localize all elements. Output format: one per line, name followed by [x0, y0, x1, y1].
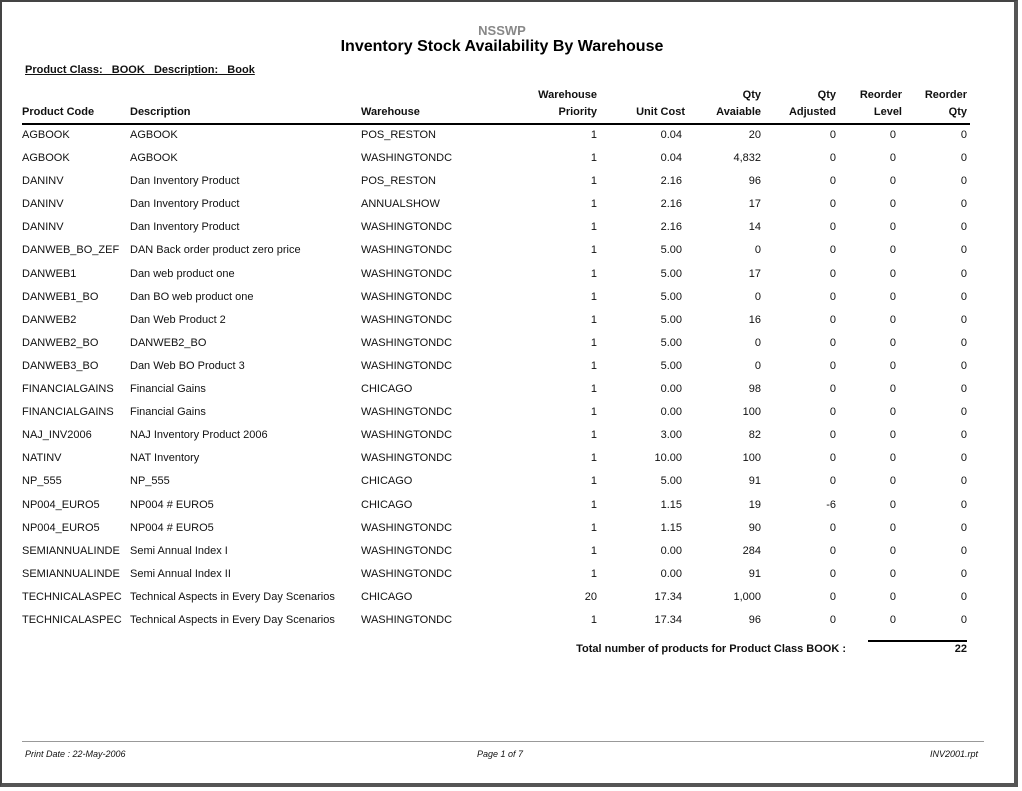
header-warehouse-priority [517, 87, 597, 121]
total-value: 22 [954, 643, 967, 655]
product-code-cell: DANWEB2 [22, 313, 77, 326]
header-reorder-level [840, 87, 902, 121]
reorder-qty-cell: 0 [960, 475, 967, 488]
reorder-qty-cell: 0 [960, 452, 967, 465]
header-qty-available-line1: Qty [742, 89, 761, 101]
table-row [0, 313, 1004, 336]
qty-adjusted-cell: 0 [829, 383, 836, 396]
unit-cost-cell: 0.00 [660, 383, 682, 396]
warehouse-cell: POS_RESTON [361, 175, 436, 188]
unit-cost-cell: 17.34 [654, 613, 682, 626]
unit-cost-cell: 2.16 [660, 221, 682, 234]
qty-available-cell: 0 [754, 359, 761, 372]
warehouse-priority-cell: 1 [590, 290, 597, 303]
qty-available-cell: 91 [748, 567, 761, 580]
qty-adjusted-cell: 0 [829, 475, 836, 488]
reorder-level-cell: 0 [889, 313, 896, 326]
description-cell: Dan web product one [130, 267, 235, 280]
reorder-level-cell: 0 [889, 590, 896, 603]
reorder-level-cell: 0 [889, 129, 896, 141]
unit-cost-cell: 1.15 [660, 498, 682, 511]
table-row [0, 405, 1004, 428]
warehouse-priority-cell: 1 [590, 475, 597, 488]
warehouse-priority-cell: 1 [590, 567, 597, 580]
product-code-cell: DANWEB1_BO [22, 290, 99, 303]
warehouse-cell: WASHINGTONDC [361, 521, 453, 534]
description-cell: AGBOOK [130, 152, 178, 165]
warehouse-cell: WASHINGTONDC [361, 544, 453, 557]
product-code-cell: DANWEB1 [22, 267, 77, 280]
description-cell: Semi Annual Index II [130, 567, 231, 580]
unit-cost-cell: 0.00 [660, 567, 682, 580]
reorder-qty-cell: 0 [960, 175, 967, 188]
qty-adjusted-cell: 0 [829, 590, 836, 603]
table-row [0, 544, 1004, 567]
warehouse-priority-cell: 1 [590, 152, 597, 165]
warehouse-cell: POS_RESTON [361, 129, 436, 141]
reorder-level-cell: 0 [889, 359, 896, 372]
table-row [0, 498, 1004, 521]
reorder-level-cell: 0 [889, 267, 896, 280]
warehouse-cell: WASHINGTONDC [361, 267, 453, 280]
description-cell: Dan Web BO Product 3 [130, 359, 245, 372]
reorder-qty-cell: 0 [960, 198, 967, 211]
reorder-qty-cell: 0 [960, 613, 967, 626]
header-unit-cost: Unit Cost [636, 106, 685, 118]
warehouse-priority-cell: 1 [590, 221, 597, 234]
qty-adjusted-cell: 0 [829, 175, 836, 188]
product-code-cell: TECHNICALASPEC [22, 590, 122, 603]
reorder-level-cell: 0 [889, 406, 896, 419]
warehouse-cell: WASHINGTONDC [361, 359, 453, 372]
product-code-cell: NATINV [22, 452, 62, 465]
qty-adjusted-cell: 0 [829, 336, 836, 349]
warehouse-cell: WASHINGTONDC [361, 567, 453, 580]
reorder-qty-cell: 0 [960, 336, 967, 349]
warehouse-priority-cell: 1 [590, 175, 597, 188]
description-cell: NAT Inventory [130, 452, 200, 465]
product-code-cell: NAJ_INV2006 [22, 429, 92, 442]
warehouse-cell: ANNUALSHOW [361, 198, 440, 211]
reorder-level-cell: 0 [889, 452, 896, 465]
unit-cost-cell: 1.15 [660, 521, 682, 534]
unit-cost-cell: 2.16 [660, 198, 682, 211]
description-cell: NP004 # EURO5 [130, 498, 214, 511]
header-reorder-level-line2: Level [873, 106, 902, 118]
reorder-level-cell: 0 [889, 244, 896, 257]
reorder-level-cell: 0 [889, 498, 896, 511]
table-row [0, 220, 1004, 243]
table-row [0, 521, 1004, 544]
print-date: Print Date : 22-May-2006 [25, 749, 126, 759]
reorder-qty-cell: 0 [960, 359, 967, 372]
warehouse-cell: WASHINGTONDC [361, 406, 453, 419]
header-qty-available [690, 87, 761, 121]
warehouse-cell: WASHINGTONDC [361, 429, 453, 442]
reorder-qty-cell: 0 [960, 567, 967, 580]
header-reorder-qty [905, 87, 967, 121]
reorder-level-cell: 0 [889, 567, 896, 580]
product-code-cell: AGBOOK [22, 152, 70, 165]
qty-adjusted-cell: -6 [826, 498, 836, 511]
reorder-level-cell: 0 [889, 221, 896, 234]
warehouse-cell: WASHINGTONDC [361, 336, 453, 349]
warehouse-cell: WASHINGTONDC [361, 221, 453, 234]
qty-adjusted-cell: 0 [829, 544, 836, 557]
reorder-level-cell: 0 [889, 383, 896, 396]
unit-cost-cell: 2.16 [660, 175, 682, 188]
description-cell: Dan Inventory Product [130, 175, 240, 188]
product-code-cell: SEMIANNUALINDE [22, 544, 120, 557]
table-row [0, 290, 1004, 313]
warehouse-cell: WASHINGTONDC [361, 290, 453, 303]
qty-available-cell: 96 [748, 613, 761, 626]
company-name: NSSWP [478, 23, 526, 38]
table-row [0, 151, 1004, 174]
qty-adjusted-cell: 0 [829, 567, 836, 580]
qty-available-cell: 82 [748, 429, 761, 442]
qty-adjusted-cell: 0 [829, 267, 836, 280]
unit-cost-cell: 0.00 [660, 544, 682, 557]
table-row [0, 267, 1004, 290]
header-warehouse-priority-line2: Priority [558, 106, 597, 118]
description-cell: Financial Gains [130, 406, 206, 419]
qty-available-cell: 91 [748, 475, 761, 488]
table-row [0, 382, 1004, 405]
header-warehouse: Warehouse [361, 106, 420, 118]
warehouse-priority-cell: 1 [590, 521, 597, 534]
product-code-cell: NP_555 [22, 475, 62, 488]
product-code-cell: DANINV [22, 198, 64, 211]
qty-adjusted-cell: 0 [829, 452, 836, 465]
product-code-cell: AGBOOK [22, 129, 70, 141]
unit-cost-cell: 0.04 [660, 152, 682, 165]
product-code-cell: DANWEB3_BO [22, 359, 99, 372]
warehouse-cell: CHICAGO [361, 498, 413, 511]
qty-adjusted-cell: 0 [829, 129, 836, 141]
reorder-qty-cell: 0 [960, 521, 967, 534]
product-code-cell: NP004_EURO5 [22, 498, 100, 511]
reorder-level-cell: 0 [889, 290, 896, 303]
warehouse-cell: WASHINGTONDC [361, 244, 453, 257]
table-row [0, 474, 1004, 497]
description-cell: AGBOOK [130, 129, 178, 141]
warehouse-priority-cell: 1 [590, 129, 597, 141]
warehouse-priority-cell: 1 [590, 383, 597, 396]
unit-cost-cell: 5.00 [660, 359, 682, 372]
unit-cost-cell: 5.00 [660, 267, 682, 280]
warehouse-priority-cell: 1 [590, 544, 597, 557]
table-row [0, 243, 1004, 266]
warehouse-priority-cell: 1 [590, 244, 597, 257]
reorder-level-cell: 0 [889, 198, 896, 211]
reorder-level-cell: 0 [889, 613, 896, 626]
reorder-qty-cell: 0 [960, 152, 967, 165]
qty-adjusted-cell: 0 [829, 198, 836, 211]
reorder-level-cell: 0 [889, 152, 896, 165]
reorder-level-cell: 0 [889, 175, 896, 188]
reorder-qty-cell: 0 [960, 290, 967, 303]
header-qty-adjusted-line1: Qty [817, 89, 836, 101]
unit-cost-cell: 10.00 [654, 452, 682, 465]
table-row [0, 428, 1004, 451]
description-cell: NP_555 [130, 475, 170, 488]
unit-cost-cell: 17.34 [654, 590, 682, 603]
header-qty-available-line2: Avaiable [716, 106, 761, 118]
reorder-qty-cell: 0 [960, 221, 967, 234]
header-reorder-qty-line1: Reorder [924, 89, 967, 101]
qty-available-cell: 17 [748, 267, 761, 280]
product-code-cell: FINANCIALGAINS [22, 406, 114, 419]
product-code-cell: TECHNICALASPEC [22, 613, 122, 626]
qty-adjusted-cell: 0 [829, 406, 836, 419]
reorder-qty-cell: 0 [960, 590, 967, 603]
description-cell: DAN Back order product zero price [130, 244, 301, 257]
product-code-cell: DANWEB2_BO [22, 336, 99, 349]
product-code-cell: FINANCIALGAINS [22, 383, 114, 396]
header-warehouse-priority-line1: Warehouse [538, 89, 597, 101]
reorder-qty-cell: 0 [960, 498, 967, 511]
table-row [0, 174, 1004, 197]
unit-cost-cell: 3.00 [660, 429, 682, 442]
qty-adjusted-cell: 0 [829, 521, 836, 534]
table-row [0, 359, 1004, 382]
reorder-qty-cell: 0 [960, 406, 967, 419]
product-class-line: Product Class: BOOK Description: Book [25, 64, 255, 76]
warehouse-priority-cell: 1 [590, 406, 597, 419]
warehouse-cell: WASHINGTONDC [361, 452, 453, 465]
qty-available-cell: 0 [754, 244, 761, 257]
qty-available-cell: 20 [748, 129, 761, 141]
description-cell: Semi Annual Index I [130, 544, 228, 557]
unit-cost-cell: 0.04 [660, 129, 682, 141]
product-code-cell: DANINV [22, 175, 64, 188]
qty-available-cell: 19 [748, 498, 761, 511]
qty-available-cell: 0 [754, 336, 761, 349]
description-cell: Technical Aspects in Every Day Scenarios [130, 613, 335, 626]
report-file-name: INV2001.rpt [929, 749, 978, 759]
warehouse-priority-cell: 1 [590, 336, 597, 349]
warehouse-priority-cell: 20 [584, 590, 597, 603]
header-qty-adjusted-line2: Adjusted [788, 106, 836, 118]
reorder-qty-cell: 0 [960, 244, 967, 257]
description-cell: Dan Web Product 2 [130, 313, 226, 326]
table-row [0, 567, 1004, 590]
reorder-level-cell: 0 [889, 336, 896, 349]
qty-adjusted-cell: 0 [829, 313, 836, 326]
description-cell: Dan Inventory Product [130, 198, 240, 211]
footer-rule [22, 741, 984, 742]
header-rule [22, 123, 970, 125]
table-row [0, 451, 1004, 474]
qty-available-cell: 98 [748, 383, 761, 396]
product-code-cell: NP004_EURO5 [22, 521, 100, 534]
qty-available-cell: 100 [742, 406, 761, 419]
qty-adjusted-cell: 0 [829, 290, 836, 303]
reorder-qty-cell: 0 [960, 383, 967, 396]
warehouse-priority-cell: 1 [590, 359, 597, 372]
warehouse-cell: CHICAGO [361, 590, 413, 603]
qty-adjusted-cell: 0 [829, 613, 836, 626]
description-cell: Technical Aspects in Every Day Scenarios [130, 590, 335, 603]
warehouse-priority-cell: 1 [590, 498, 597, 511]
product-code-cell: DANINV [22, 221, 64, 234]
warehouse-priority-cell: 1 [590, 452, 597, 465]
description-cell: Dan Inventory Product [130, 221, 240, 234]
unit-cost-cell: 0.00 [660, 406, 682, 419]
reorder-qty-cell: 0 [960, 429, 967, 442]
warehouse-cell: CHICAGO [361, 383, 413, 396]
description-cell: NP004 # EURO5 [130, 521, 214, 534]
qty-adjusted-cell: 0 [829, 244, 836, 257]
description-cell: Financial Gains [130, 383, 206, 396]
reorder-level-cell: 0 [889, 429, 896, 442]
reorder-qty-cell: 0 [960, 267, 967, 280]
warehouse-priority-cell: 1 [590, 429, 597, 442]
table-row [0, 590, 1004, 613]
reorder-qty-cell: 0 [960, 544, 967, 557]
unit-cost-cell: 5.00 [660, 244, 682, 257]
qty-available-cell: 0 [754, 290, 761, 303]
qty-available-cell: 14 [748, 221, 761, 234]
description-cell: DANWEB2_BO [130, 336, 207, 349]
qty-available-cell: 284 [742, 544, 761, 557]
total-label: Total number of products for Product Class BOOK : [576, 643, 846, 655]
qty-adjusted-cell: 0 [829, 429, 836, 442]
header-qty-adjusted [766, 87, 836, 121]
qty-available-cell: 4,832 [733, 152, 761, 165]
page-number: Page 1 of 7 [476, 749, 524, 759]
product-code-cell: DANWEB_BO_ZEF [22, 244, 120, 257]
reorder-level-cell: 0 [889, 521, 896, 534]
warehouse-priority-cell: 1 [590, 267, 597, 280]
description-cell: Dan BO web product one [130, 290, 254, 303]
table-row [0, 128, 1004, 151]
reorder-qty-cell: 0 [960, 129, 967, 141]
inventory-table-body [0, 128, 1004, 636]
warehouse-cell: WASHINGTONDC [361, 613, 453, 626]
qty-available-cell: 16 [748, 313, 761, 326]
qty-adjusted-cell: 0 [829, 359, 836, 372]
reorder-qty-cell: 0 [960, 313, 967, 326]
qty-available-cell: 1,000 [733, 590, 761, 603]
qty-available-cell: 90 [748, 521, 761, 534]
unit-cost-cell: 5.00 [660, 290, 682, 303]
warehouse-cell: WASHINGTONDC [361, 152, 453, 165]
unit-cost-cell: 5.00 [660, 313, 682, 326]
header-reorder-qty-line2: Qty [948, 106, 967, 118]
table-row [0, 613, 1004, 636]
report-title: Inventory Stock Availability By Warehouse [340, 38, 664, 55]
qty-available-cell: 17 [748, 198, 761, 211]
total-rule [868, 640, 967, 642]
qty-available-cell: 100 [742, 452, 761, 465]
reorder-level-cell: 0 [889, 544, 896, 557]
header-description: Description [130, 106, 191, 118]
unit-cost-cell: 5.00 [660, 475, 682, 488]
header-product-code: Product Code [22, 106, 95, 118]
description-cell: NAJ Inventory Product 2006 [130, 429, 268, 442]
warehouse-priority-cell: 1 [590, 198, 597, 211]
warehouse-cell: WASHINGTONDC [361, 313, 453, 326]
reorder-level-cell: 0 [889, 475, 896, 488]
table-row [0, 197, 1004, 220]
table-row [0, 336, 1004, 359]
unit-cost-cell: 5.00 [660, 336, 682, 349]
qty-adjusted-cell: 0 [829, 152, 836, 165]
header-reorder-level-line1: Reorder [859, 89, 902, 101]
qty-available-cell: 96 [748, 175, 761, 188]
warehouse-priority-cell: 1 [590, 313, 597, 326]
warehouse-cell: CHICAGO [361, 475, 413, 488]
warehouse-priority-cell: 1 [590, 613, 597, 626]
product-code-cell: SEMIANNUALINDE [22, 567, 120, 580]
qty-adjusted-cell: 0 [829, 221, 836, 234]
